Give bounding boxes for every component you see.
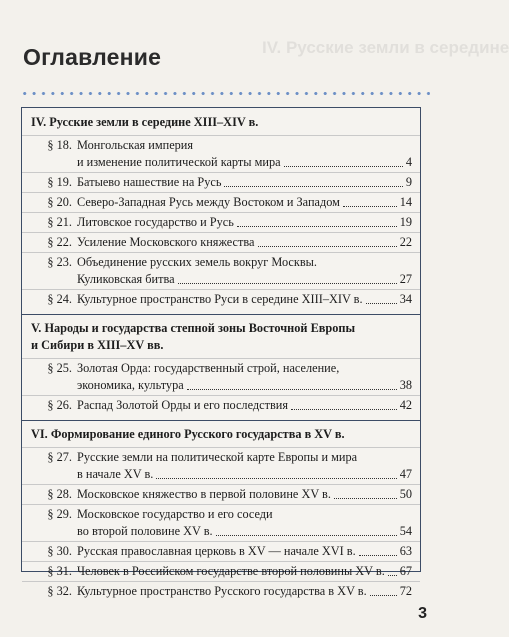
table-of-contents (21, 107, 421, 598)
entry-title: Человек в Российском государстве второй половины XV в. (77, 564, 385, 578)
entry-number: § 24. (47, 292, 72, 306)
entry-number: § 19. (47, 175, 72, 189)
entry-title: Литовское государство и Русь (77, 215, 234, 229)
toc-entry[interactable] (22, 541, 420, 560)
toc-entry[interactable] (22, 358, 420, 394)
entry-page-number: 22 (399, 235, 412, 249)
entry-number: § 31. (47, 564, 72, 578)
entry-title: Культурное пространство Русского государства в XV в. (77, 584, 367, 598)
entry-page-number: 67 (399, 564, 412, 578)
entry-page-number: 27 (399, 272, 412, 286)
entry-title: Русская православная церковь в XV — начале XVI в. (77, 544, 356, 558)
entry-page-number: 19 (399, 215, 412, 229)
entry-page-number: 4 (405, 155, 412, 169)
entry-title: Монгольская империя (77, 138, 194, 152)
toc-entry[interactable] (22, 581, 420, 600)
toc-entry[interactable] (22, 232, 420, 251)
section-heading-line: VI. Формирование единого Русского государства в XV в. (31, 427, 345, 441)
entry-page-number: 14 (399, 195, 412, 209)
page-title: Оглавление (23, 44, 162, 70)
section-heading-line: IV. Русские земли в середине XIII–XIV в. (31, 115, 259, 129)
dot-leader (343, 206, 397, 207)
toc-entry[interactable] (22, 192, 420, 211)
entry-title: Культурное пространство Руси в середине XIII–XIV в. (77, 292, 363, 306)
dot-leader (366, 303, 397, 304)
section-heading-line: V. Народы и государства степной зоны Восточной Европы (31, 321, 356, 335)
entry-title: Батыево нашествие на Русь (77, 175, 222, 189)
page-number: 3 (418, 605, 427, 622)
entry-title: Московское государство и его соседи (77, 507, 273, 521)
toc-entry[interactable] (22, 172, 420, 191)
toc-section-heading (31, 426, 412, 443)
entry-title: Усиление Московского княжества (77, 235, 255, 249)
entry-title: во второй половине XV в. (77, 524, 213, 538)
toc-section-heading (31, 320, 412, 354)
entry-number: § 28. (47, 487, 72, 501)
toc-entry[interactable] (22, 561, 420, 580)
section-separator (22, 420, 420, 421)
entry-title: и изменение политической карты мира (77, 155, 281, 169)
entry-title: Северо-Западная Русь между Востоком и Западом (77, 195, 340, 209)
dot-leader (178, 283, 397, 284)
entry-number: § 25. (47, 361, 72, 375)
section-heading-line: и Сибири в XIII–XV вв. (31, 338, 164, 352)
bleed-through-header: IV. Русские земли в середине (262, 38, 509, 57)
dot-leader (258, 246, 397, 247)
dot-leader (291, 409, 397, 410)
dot-leader (224, 186, 402, 187)
entry-page-number: 72 (399, 584, 412, 598)
toc-entry[interactable] (22, 212, 420, 231)
entry-title: Объединение русских земель вокруг Москвы. (77, 255, 318, 269)
entry-page-number: 63 (399, 544, 412, 558)
entry-page-number: 38 (399, 378, 412, 392)
entry-number: § 20. (47, 195, 72, 209)
entry-page-number: 42 (399, 398, 412, 412)
toc-entry[interactable] (22, 289, 420, 308)
entry-number: § 30. (47, 544, 72, 558)
dot-leader (388, 575, 397, 576)
entry-title: Куликовская битва (77, 272, 175, 286)
entry-page-number: 9 (405, 175, 412, 189)
entry-title: Распад Золотой Орды и его последствия (77, 398, 288, 412)
entry-number: § 21. (47, 215, 72, 229)
toc-entry[interactable] (22, 135, 420, 171)
dot-leader (284, 166, 403, 167)
dot-leader (216, 535, 397, 536)
entry-number: § 26. (47, 398, 72, 412)
entry-title: в начале XV в. (77, 467, 154, 481)
entry-number: § 32. (47, 584, 72, 598)
dot-leader (359, 555, 397, 556)
entry-page-number: 47 (399, 467, 412, 481)
entry-title: экономика, культура (77, 378, 184, 392)
toc-entry[interactable] (22, 504, 420, 540)
entry-title: Московское княжество в первой половине XV в. (77, 487, 331, 501)
dotted-divider (20, 91, 430, 96)
toc-entry[interactable] (22, 395, 420, 414)
dot-leader (187, 389, 397, 390)
entry-title: Золотая Орда: государственный строй, население, (77, 361, 340, 375)
entry-number: § 27. (47, 450, 72, 464)
entry-page-number: 50 (399, 487, 412, 501)
entry-number: § 29. (47, 507, 72, 521)
entry-number: § 18. (47, 138, 72, 152)
toc-entry[interactable] (22, 484, 420, 503)
entry-title: Русские земли на политической карте Европы и мира (77, 450, 358, 464)
dot-leader (370, 595, 397, 596)
entry-number: § 23. (47, 255, 72, 269)
dot-leader (334, 498, 397, 499)
dot-leader (237, 226, 397, 227)
entry-page-number: 54 (399, 524, 412, 538)
entry-page-number: 34 (399, 292, 412, 306)
toc-section-heading (31, 114, 412, 131)
toc-entry[interactable] (22, 252, 420, 288)
entry-number: § 22. (47, 235, 72, 249)
section-separator (22, 314, 420, 315)
dot-leader (156, 478, 396, 479)
toc-entry[interactable] (22, 447, 420, 483)
